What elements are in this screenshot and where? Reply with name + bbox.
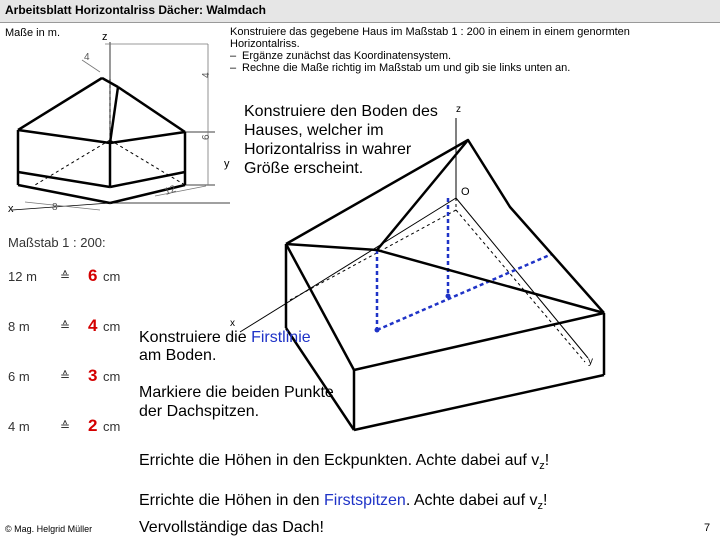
task-end: ! bbox=[542, 492, 548, 509]
house-sketch bbox=[0, 22, 230, 232]
task-heights-peaks-prefix: Errichte die Höhen in den bbox=[139, 492, 320, 509]
equals-symbol: ≙ bbox=[60, 419, 71, 433]
instructions-intro: Konstruiere das gegebene Haus im Maßstab 1 : 200 in einem in einem genormten Horizontalriss. bbox=[230, 26, 630, 50]
scale-cm-value: 3 bbox=[88, 366, 98, 385]
peaks-highlight: Firstspitzen bbox=[324, 492, 406, 509]
instructions-steps bbox=[230, 50, 700, 74]
task-floor: Konstruiere den Boden des Hauses, welcher im Horizontalriss in wahrer Größe erscheint. bbox=[244, 103, 438, 177]
subscript: z bbox=[537, 500, 543, 513]
scale-unit: cm bbox=[103, 269, 121, 284]
page-number: 7 bbox=[704, 522, 711, 534]
units-label: Maße in m. bbox=[5, 27, 61, 39]
dim-depth: 12 bbox=[163, 183, 178, 198]
instruction-step: – Ergänze zunächst das Koordinatensystem. bbox=[230, 50, 700, 62]
sketch-z-label: z bbox=[102, 31, 108, 43]
subscript: z bbox=[539, 460, 545, 473]
dim-roof-top: 4 bbox=[84, 52, 90, 63]
equals-symbol: ≙ bbox=[60, 269, 71, 283]
task-ridge-prefix: Konstruiere die bbox=[139, 329, 247, 346]
visible-edges bbox=[18, 78, 185, 203]
dim-width: 8 bbox=[52, 202, 58, 213]
scale-cm-value: 2 bbox=[88, 416, 98, 435]
task-heights-corners-text: Errichte die Höhen in den Eckpunkten. Achte dabei auf v bbox=[139, 452, 540, 469]
scale-cm-value: 4 bbox=[88, 316, 98, 335]
task-heights-peaks-middle: . Achte dabei auf v bbox=[405, 492, 538, 509]
ridge-point bbox=[446, 294, 451, 299]
scale-row bbox=[8, 316, 128, 341]
scale-meters: 12 m bbox=[8, 269, 37, 284]
origin-label: O bbox=[461, 186, 470, 198]
scale-row bbox=[8, 266, 128, 291]
axis-y-label: y bbox=[588, 356, 593, 367]
instruction-step: – Rechne die Maße richtig im Maßstab um und gib sie links unten an. bbox=[230, 62, 700, 74]
scale-meters: 6 m bbox=[8, 369, 30, 384]
scale-cm-value: 6 bbox=[88, 266, 98, 285]
copyright: © Mag. Helgrid Müller bbox=[5, 524, 93, 534]
scale-meters: 4 m bbox=[8, 419, 30, 434]
equals-symbol: ≙ bbox=[60, 369, 71, 383]
dim-height: 4 bbox=[201, 72, 212, 78]
task-heights-peaks bbox=[139, 492, 547, 512]
page-title: Arbeitsblatt Horizontalriss Dächer: Walmdach bbox=[5, 3, 266, 17]
scale-row bbox=[8, 416, 128, 441]
axis-x-label: x bbox=[230, 318, 235, 329]
task-ridge bbox=[139, 329, 319, 365]
scale-unit: cm bbox=[103, 369, 121, 384]
scale-unit: cm bbox=[103, 319, 121, 334]
axis-z-label: z bbox=[456, 104, 461, 115]
instructions bbox=[230, 26, 700, 74]
scale-unit: cm bbox=[103, 419, 121, 434]
task-ridge-suffix: am Boden. bbox=[139, 347, 217, 364]
ridge-point bbox=[375, 328, 380, 333]
hidden-edges bbox=[290, 198, 585, 362]
task-complete: Vervollständige das Dach! bbox=[139, 519, 324, 536]
sketch-y-label: y bbox=[224, 158, 230, 170]
scale-meters: 8 m bbox=[8, 319, 30, 334]
sketch-x-label: x bbox=[8, 203, 14, 215]
task-end: ! bbox=[544, 452, 550, 469]
ridge-highlight: Firstlinie bbox=[251, 329, 311, 346]
scale-row bbox=[8, 366, 128, 391]
task-heights-corners bbox=[139, 452, 549, 472]
dim-wall: 6 bbox=[201, 134, 212, 140]
task-peaks: Markiere die beiden Punkte der Dachspitzen. bbox=[139, 384, 334, 420]
scale-heading: Maßstab 1 : 200: bbox=[8, 235, 106, 250]
equals-symbol: ≙ bbox=[60, 319, 71, 333]
